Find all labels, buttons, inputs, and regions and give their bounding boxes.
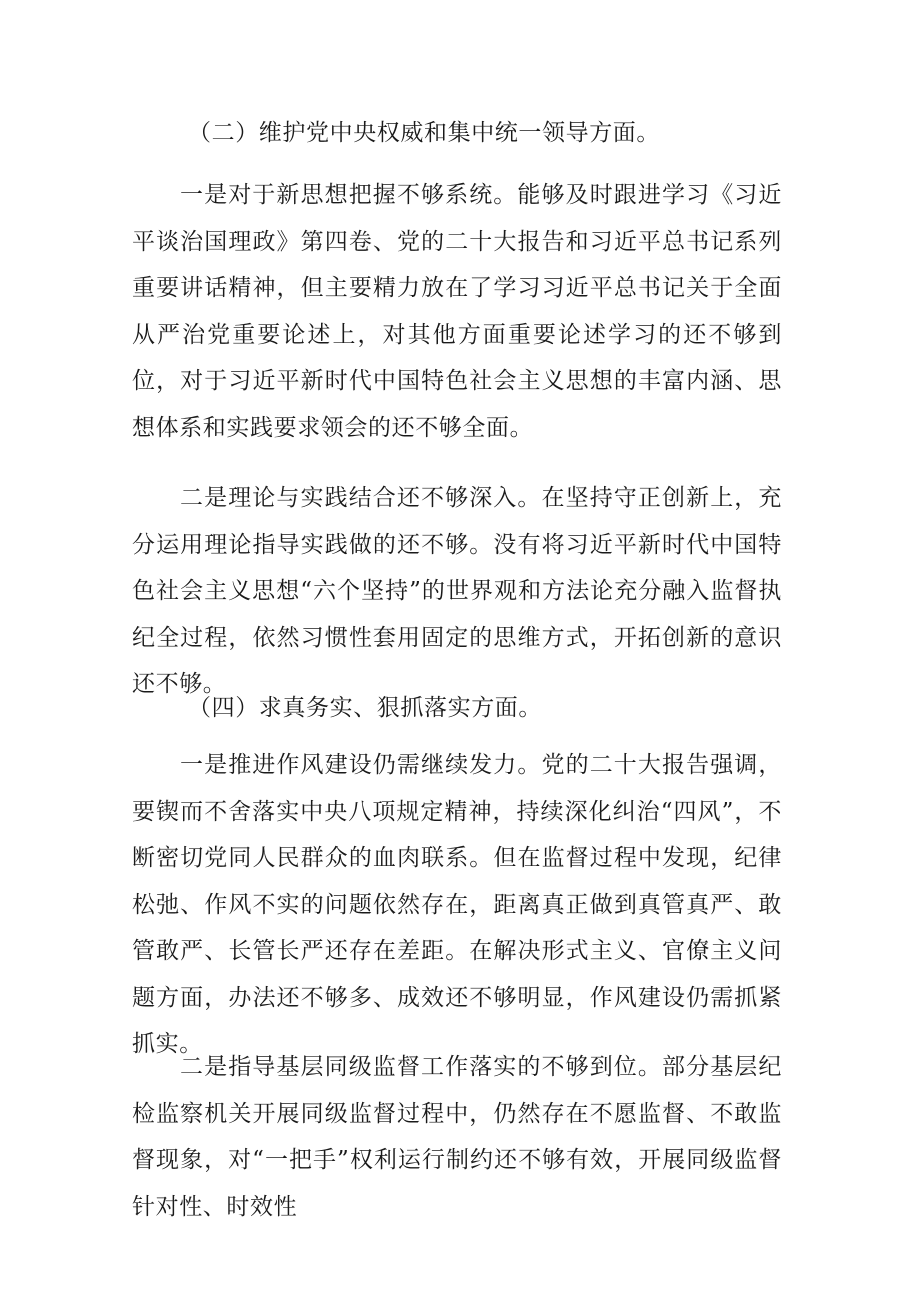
paragraph-work-style: 一是推进作风建设仍需继续发力。党的二十大报告强调，要锲而不舍落实中央八项规定精神，持续深化纠治“四风”，不断密切党同人民群众的血肉联系。但在监督过程中发现，纪律松弛、作风不实的问题依然存在，距离真正做到真管真严、敢管敢严、长管长严还存在差距。在解决形式主义、官僚主义问题方面，办法还不够多、成效还不够明显，作风建设仍需抓紧抓实。 — [132, 752, 782, 1057]
paragraph-new-thought: 一是对于新思想把握不够系统。能够及时跟进学习《习近平谈治国理政》第四卷、党的二十大报告和习近平总书记系列重要讲话精神，但主要精力放在了学习习近平总书记关于全面从严治党重要论述上，对其他方面重要论述学习的还不够到位，对于习近平新时代中国特色社会主义思想的丰富内涵、思想体系和实践要求领会的还不够全面。 — [132, 182, 782, 441]
paragraph-theory-practice: 二是理论与实践结合还不够深入。在坚持守正创新上，充分运用理论指导实践做的还不够。没有将习近平新时代中国特色社会主义思想“六个坚持”的世界观和方法论充分融入监督执纪全过程，依然习惯性套用固定的思维方式，开拓创新的意识还不够。 — [132, 485, 782, 697]
paragraph-grassroots-supervision: 二是指导基层同级监督工作落实的不够到位。部分基层纪检监察机关开展同级监督过程中，仍然存在不愿监督、不敢监督现象，对“一把手”权利运行制约还不够有效，开展同级监督针对性、时效性 — [132, 1054, 782, 1220]
section-heading-2: （二）维护党中央权威和集中统一领导方面。 — [188, 120, 660, 146]
section-heading-4: （四）求真务实、狠抓落实方面。 — [188, 695, 542, 721]
